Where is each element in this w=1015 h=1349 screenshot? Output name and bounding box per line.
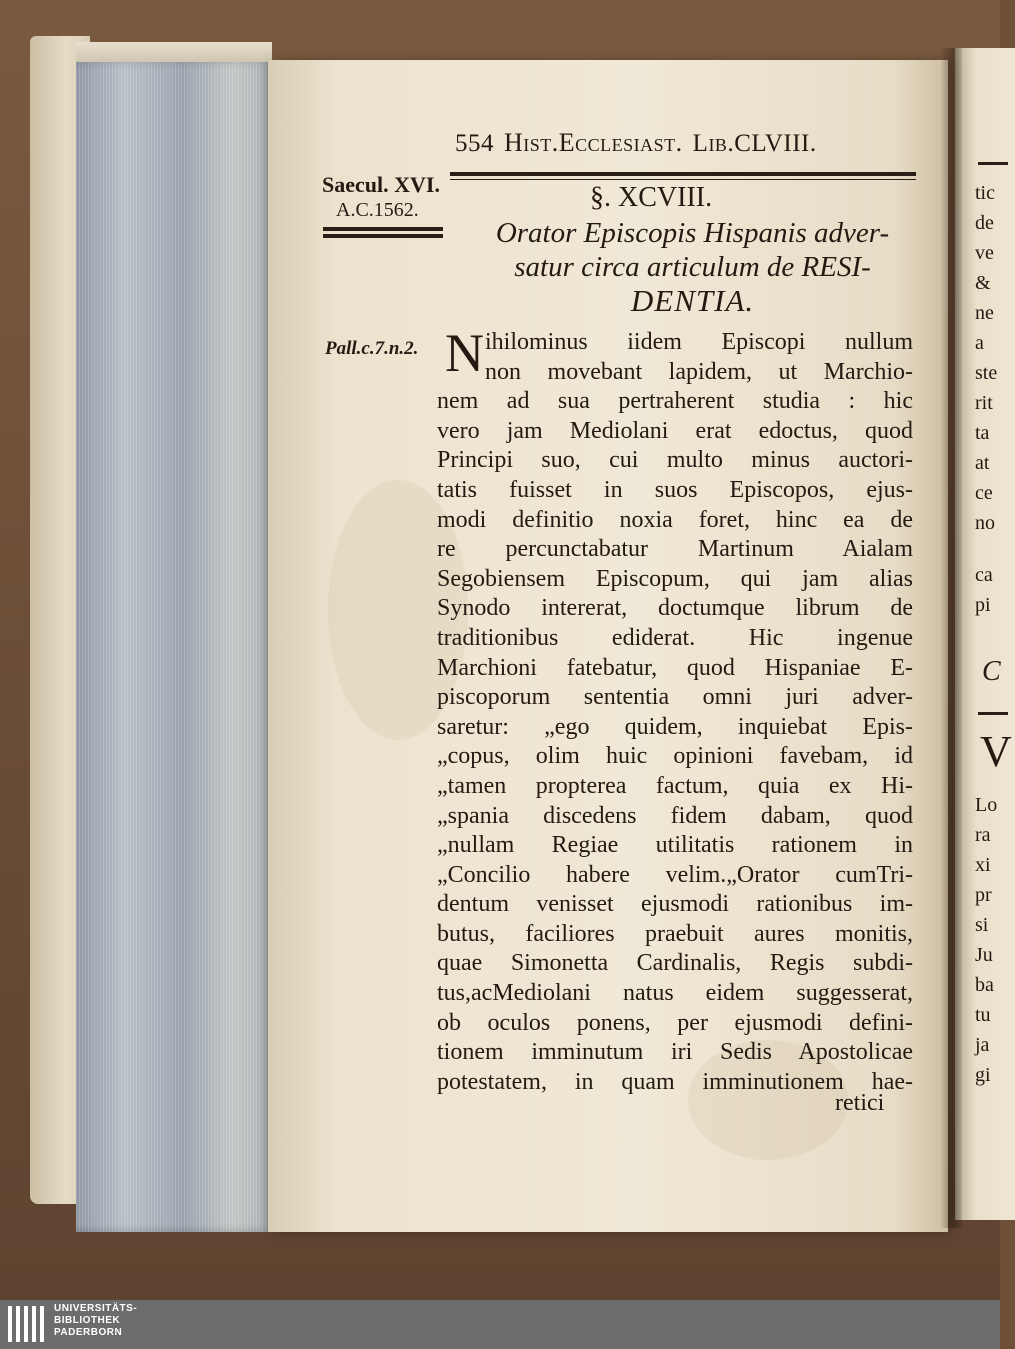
text-line: modi definitio noxia foret, hinc ea de <box>437 506 913 533</box>
fragment: ce <box>975 482 993 504</box>
fragment: & <box>975 272 991 294</box>
library-logo-icon <box>8 1306 48 1342</box>
fragment: ste <box>975 362 998 384</box>
logo-line: BIBLIOTHEK <box>54 1315 121 1326</box>
fragment: pr <box>975 884 992 906</box>
page-block-edges <box>76 60 272 1232</box>
catchword: retici <box>835 1090 885 1116</box>
drop-cap: N <box>445 323 484 383</box>
text-line: ob oculos ponens, per ejusmodi defini- <box>437 1009 913 1036</box>
fragment: Ju <box>975 944 993 966</box>
text-line: Segobiensem Episcopum, qui jam alias <box>437 565 913 592</box>
running-title: Hist.Ecclesiast. <box>504 128 683 157</box>
fragment: Lo <box>975 794 998 816</box>
text-line: „nullam Regiae utilitatis rationem in <box>437 832 913 859</box>
text-line: Marchioni fatebatur, quod Hispaniae E- <box>437 654 913 681</box>
margin-rule <box>323 227 443 231</box>
fragment: no <box>975 512 995 534</box>
fragment: ra <box>975 824 991 846</box>
section-heading <box>455 216 930 318</box>
fragment: ja <box>975 1034 990 1056</box>
heading-line: satur circa articulum de RESI- <box>514 251 871 283</box>
text-line: non movebant lapidem, ut Marchio- <box>485 358 913 385</box>
gutter-shadow <box>940 48 962 1228</box>
text-line: Principi suo, cui multo minus auctori- <box>437 447 913 474</box>
heading-line: DENTIA. <box>630 283 755 318</box>
next-page-fragment-mid <box>975 560 1015 620</box>
library-footer <box>0 1300 1000 1349</box>
next-page-fragment-top <box>975 178 1015 538</box>
fragment: at <box>975 452 990 474</box>
running-head <box>455 128 915 168</box>
logo-line: UNIVERSITÄTS- <box>54 1303 138 1314</box>
fragment: ne <box>975 302 994 324</box>
text-line: tus,acMediolani natus eidem suggesserat, <box>437 980 913 1007</box>
header-rule <box>450 172 916 176</box>
text-line: Synodo intererat, doctumque librum de <box>437 595 913 622</box>
text-line: „Concilio habere velim.„Orator cumTri- <box>437 861 913 888</box>
fragment: pi <box>975 594 991 616</box>
fragment: si <box>975 914 989 936</box>
text-line: tatis fuisset in suos Episcopos, ejus- <box>437 476 913 503</box>
fragment: gi <box>975 1064 991 1086</box>
fragment: ta <box>975 422 990 444</box>
fragment: ve <box>975 242 994 264</box>
header-rule-thin <box>450 179 916 180</box>
text-line: traditionibus ediderat. Hic ingenue <box>437 624 913 651</box>
text-line: „spania discedens fidem dabam, quod <box>437 802 913 829</box>
fragment: tu <box>975 1004 991 1026</box>
text-line: tionem imminutum iri Sedis Apostolicae <box>437 1039 913 1066</box>
body-text <box>437 323 913 1097</box>
fragment: ca <box>975 564 993 586</box>
next-page-big-letter: V <box>980 727 1012 776</box>
text-line: ihilominus iidem Episcopi nullum <box>485 329 913 355</box>
next-page-rule <box>978 162 1008 165</box>
next-page-rule-2 <box>978 712 1008 715</box>
text-line: piscoporum sententia omni juri adver- <box>437 684 913 711</box>
fragment: de <box>975 212 994 234</box>
text-line: dentum venisset ejusmodi rationibus im- <box>437 891 913 918</box>
text-line: saretur: „ego quidem, inquiebat Epis- <box>437 713 913 740</box>
text-line: vero jam Mediolani erat edoctus, quod <box>437 417 913 444</box>
text-line: potestatem, in quam imminutionem hae- <box>437 1068 913 1095</box>
next-page-fragment-bottom <box>975 790 1015 1090</box>
page-number: 554 <box>455 130 494 157</box>
fragment: ba <box>975 974 994 996</box>
text-line: quae Simonetta Cardinalis, Regis subdi- <box>437 950 913 977</box>
logo-line: PADERBORN <box>54 1327 123 1338</box>
section-number: §. XCVIII. <box>590 182 713 213</box>
text-line: butus, faciliores praebuit aures monitis, <box>437 920 913 947</box>
margin-note-reference: Pall.c.7.n.2. <box>325 338 419 359</box>
next-page-italic-letter: C <box>982 656 1001 687</box>
fragment: a <box>975 332 984 354</box>
library-logo-text <box>54 1303 137 1339</box>
text-line: nem ad sua pertraherent studia : hic <box>437 388 913 415</box>
margin-note-year: A.C.1562. <box>336 199 419 221</box>
fragment: rit <box>975 392 993 414</box>
fragment: xi <box>975 854 991 876</box>
text-line: „copus, olim huic opinioni favebam, id <box>437 743 913 770</box>
heading-line: Orator Episcopis Hispanis adver- <box>495 217 890 249</box>
text-line: „tamen propterea factum, quia ex Hi- <box>437 772 913 799</box>
margin-note-saeculum: Saecul. XVI. <box>322 172 440 197</box>
fragment: tic <box>975 182 995 204</box>
margin-rule-2 <box>323 234 443 238</box>
text-line: re percunctabatur Martinum Aialam <box>437 536 913 563</box>
book-number: Lib.CLVIII. <box>692 130 817 157</box>
